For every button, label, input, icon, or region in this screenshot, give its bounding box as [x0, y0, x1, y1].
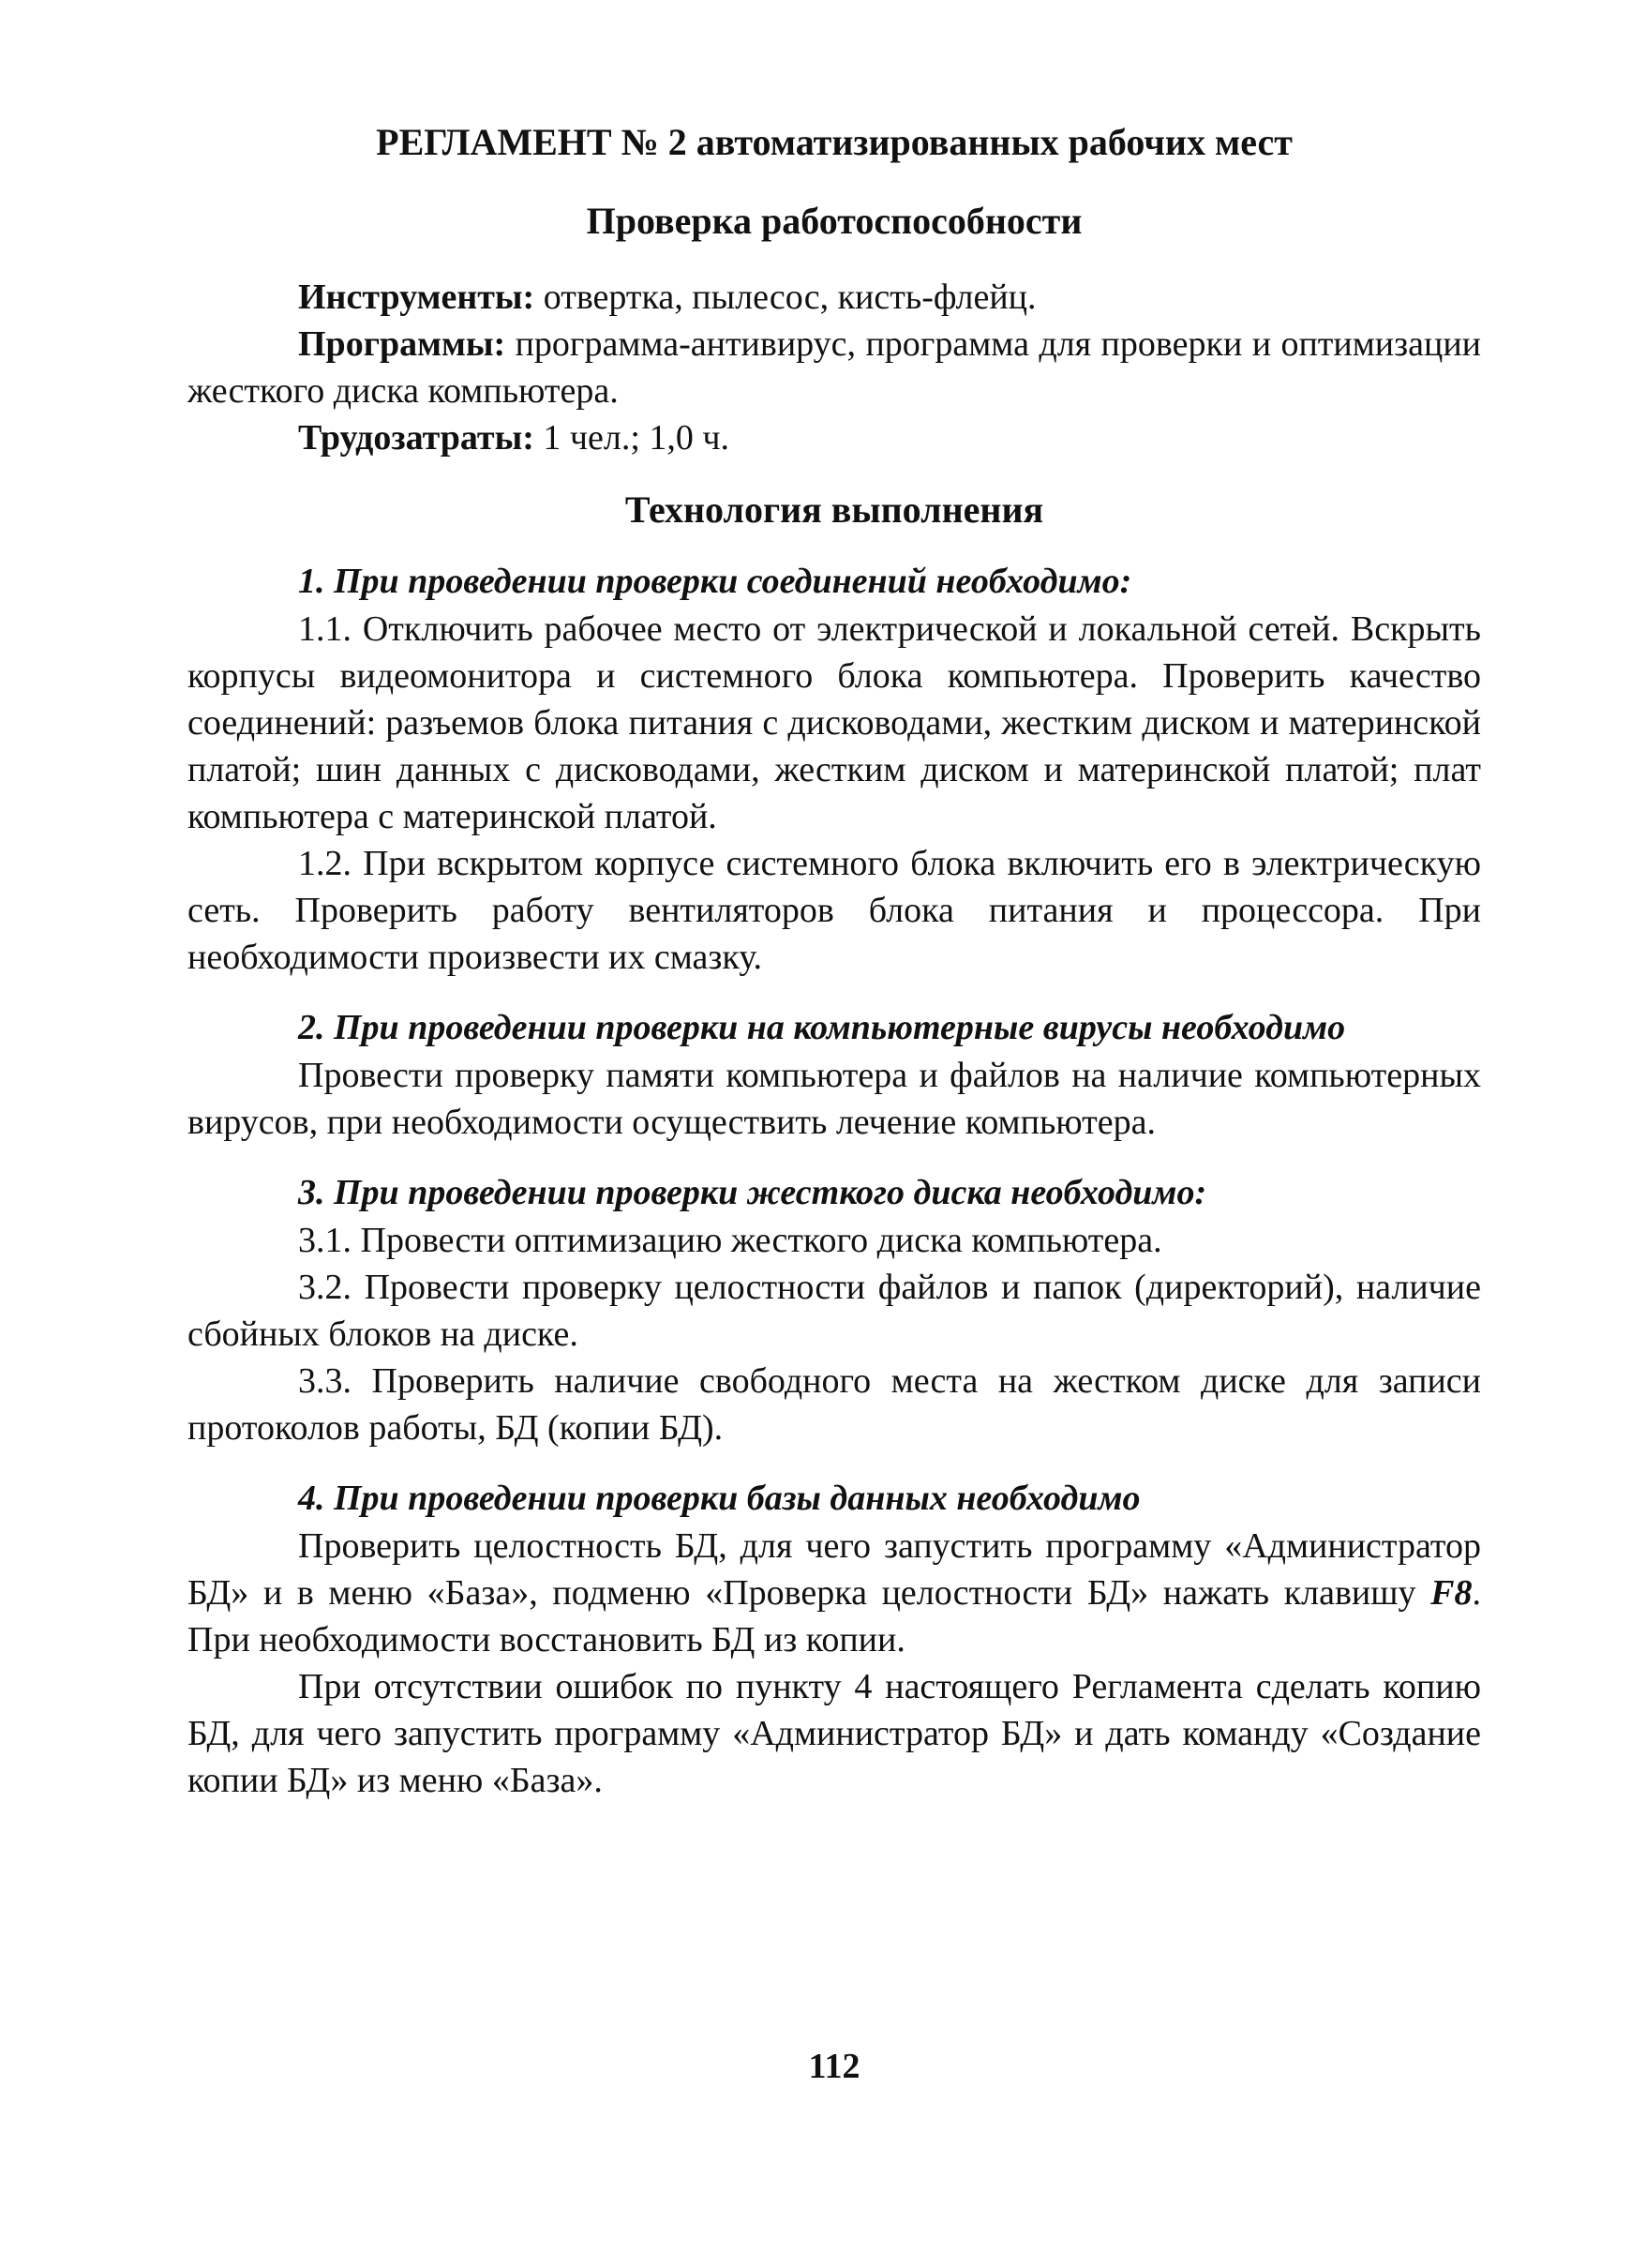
section-1-heading: 1. При проведении проверки соединений необходимо:: [298, 562, 1132, 601]
page-number: 112: [808, 2047, 860, 2086]
section-3-paragraph-3: 3.3. Проверить наличие свободного места на жестком диске для записи протоколов работы, БД (копии БД).: [187, 1361, 1481, 1448]
technology-heading: Технология выполнения: [624, 488, 1044, 531]
tools-text: отвертка, пылесос, кисть-флейц.: [534, 278, 1037, 317]
section-3-paragraph-2: 3.2. Провести проверку целостности файлов и папок (директорий), наличие сбойных блоков на диске.: [187, 1268, 1481, 1354]
section-3-heading: 3. При проведении проверки жесткого диска необходимо:: [298, 1173, 1207, 1212]
labor-label: Трудозатраты:: [298, 418, 534, 458]
section-1-paragraph-1: 1.1. Отключить рабочее место от электрической и локальной сетей. Вскрыть корпусы видеомонитора и системного блока компьютера. Проверить качество соединений: разъемов блока питания с дисководами, жестким диском и материнской платой; шин данных с дисководами, жестким диском и материнской платой; плат компьютера с материнской платой.: [187, 609, 1481, 836]
tools-line: [187, 274, 1481, 321]
section-4-paragraph-start: Проверить целостность БД, для чего запустить программу «Администратор БД» и в меню «База», подменю «Проверка целостности БД» нажать клавишу: [187, 1526, 1481, 1613]
f8-key: F8: [1430, 1573, 1473, 1613]
section-4-paragraph-end: . При необходимости восстановить БД из копии.: [187, 1573, 1481, 1660]
programs-text: программа-антивирус, программа для проверки и оптимизации жесткого диска компьютера.: [187, 324, 1481, 411]
tools-label: Инструменты:: [298, 278, 535, 317]
section-1-paragraph-2: 1.2. При вскрытом корпусе системного блока включить его в электрическую сеть. Проверить работу вентиляторов блока питания и процессора. При необходимости произвести их смазку.: [187, 844, 1481, 977]
section-4-final-paragraph: При отсутствии ошибок по пункту 4 настоящего Регламента сделать копию БД, для чего запустить программу «Администратор БД» и дать команду «Создание копии БД» из меню «База».: [187, 1667, 1481, 1800]
programs-label: Программы:: [298, 324, 506, 364]
programs-paragraph: [187, 321, 1481, 414]
document-title: РЕГЛАМЕНТ № 2 автоматизированных рабочих мест: [376, 121, 1293, 163]
section-4-heading: 4. При проведении проверки базы данных необходимо: [298, 1479, 1141, 1518]
section-2-heading: 2. При проведении проверки на компьютерные вирусы необходимо: [298, 1008, 1346, 1047]
section-2-paragraph-1: Провести проверку памяти компьютера и файлов на наличие компьютерных вирусов, при необходимости осуществить лечение компьютера.: [187, 1056, 1481, 1142]
labor-text: 1 чел.; 1,0 ч.: [533, 418, 730, 458]
section-4-paragraph-1: [187, 1523, 1481, 1663]
section-3-paragraph-1: 3.1. Провести оптимизацию жесткого диска компьютера.: [298, 1221, 1162, 1260]
labor-line: [187, 414, 1481, 461]
document-subtitle: Проверка работоспособности: [586, 200, 1083, 242]
